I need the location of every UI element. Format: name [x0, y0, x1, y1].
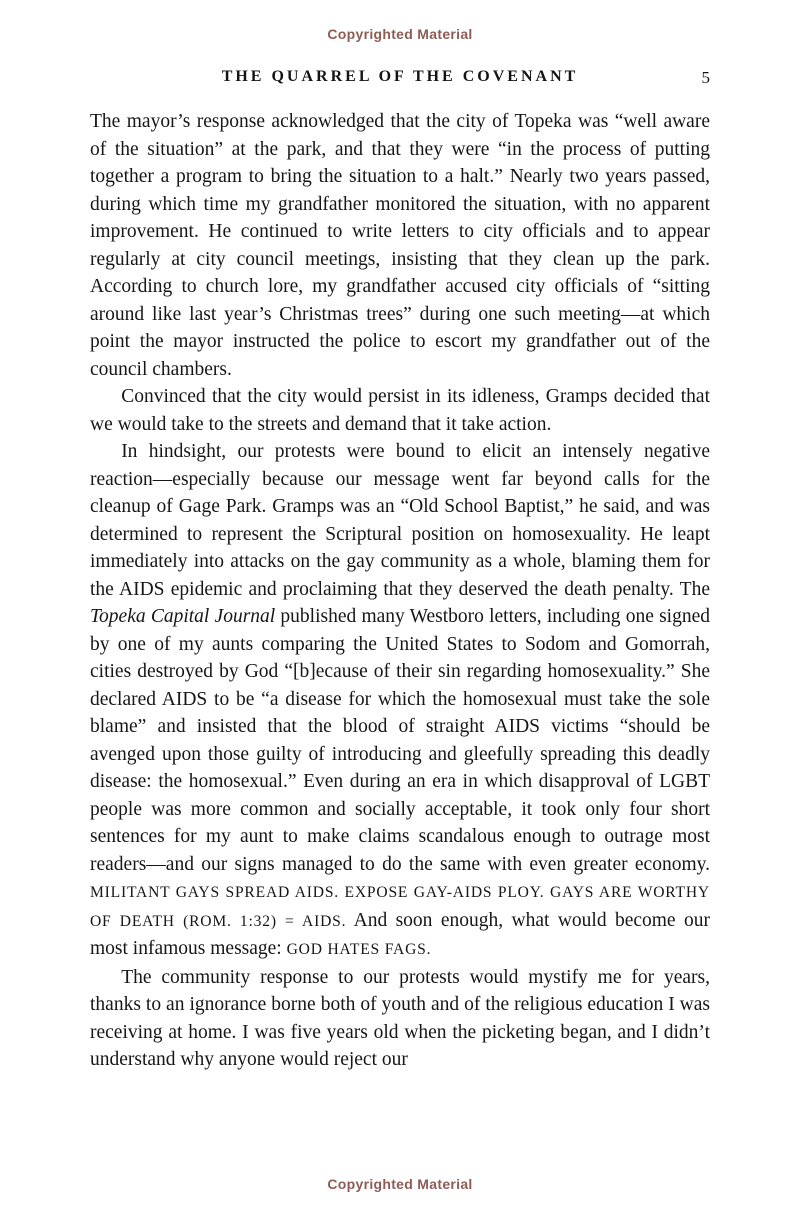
copyright-notice-bottom: Copyrighted Material	[327, 1176, 473, 1192]
paragraph	[90, 108, 710, 383]
running-header	[90, 68, 710, 86]
text-segment-normal: And soon enough, what would become our most infamous message:	[90, 909, 710, 959]
body-text	[90, 108, 710, 1074]
paragraph	[90, 383, 710, 438]
text-segment-normal: The community response to our protests would mystify me for years, thanks to an ignorance borne both of youth and of the religious education I was receiving at home. I was five years old when the picketing began, and I didn’t understand why anyone would reject our	[90, 966, 710, 1070]
chapter-title: THE QUARREL OF THE COVENANT	[221, 68, 579, 85]
copyright-notice-top: Copyrighted Material	[327, 26, 473, 42]
page-number: 5	[701, 68, 710, 87]
text-segment-italic: Topeka Capital Journal	[90, 606, 276, 627]
text-segment-normal: In hindsight, our protests were bound to elicit an intensely negative reaction—especially because our message went far beyond calls for the cleanup of Gage Park. Gramps was an “Old School Baptist,” he said, and was determined to represent the Scriptural position on homosexuality. He leapt immediately into attacks on the gay community as a whole, blaming them for the AIDS epidemic and proclaiming that they deserved the death penalty. The	[90, 441, 710, 600]
paragraph	[90, 964, 710, 1074]
text-segment-smallcaps: MILITANT GAYS SPREAD AIDS. EXPOSE GAY-AIDS PLOY. GAYS ARE WORTHY OF DEATH (ROM. 1:32) = AIDS.	[90, 884, 710, 930]
text-segment-normal: published many Westboro letters, including one signed by one of my aunts comparing the United States to Sodom and Gomorrah, cities destroyed by God “[b]ecause of their sin regarding homosexuality.” She declared AIDS to be “a disease for which the homosexual must take the sole blame” and insisted that the blood of straight AIDS victims “should be avenged upon those guilty of introducing and gleefully spreading this deadly disease: the homosexual.” Even during an era in which disapproval of LGBT people was more common and socially acceptable, it took only four short sentences for my aunt to make claims scandalous enough to outrage most readers—and our signs managed to do the same with even greater economy.	[90, 606, 710, 875]
text-segment-normal: Convinced that the city would persist in its idleness, Gramps decided that we would take to the streets and demand that it take action.	[90, 386, 710, 435]
paragraph	[90, 438, 710, 964]
text-segment-smallcaps: GOD HATES FAGS.	[286, 941, 432, 958]
text-segment-normal: The mayor’s response acknowledged that the city of Topeka was “well aware of the situation” at the park, and that they were “in the process of putting together a program to bring the situation to a halt.” Nearly two years passed, during which time my grandfather monitored the situation, with no apparent improvement. He continued to write letters to city officials and to appear regularly at city council meetings, insisting that they clean up the park. According to church lore, my grandfather accused city officials of “sitting around like last year’s Christmas trees” during one such meeting—at which point the mayor instructed the police to escort my grandfather out of the council chambers.	[90, 111, 710, 380]
